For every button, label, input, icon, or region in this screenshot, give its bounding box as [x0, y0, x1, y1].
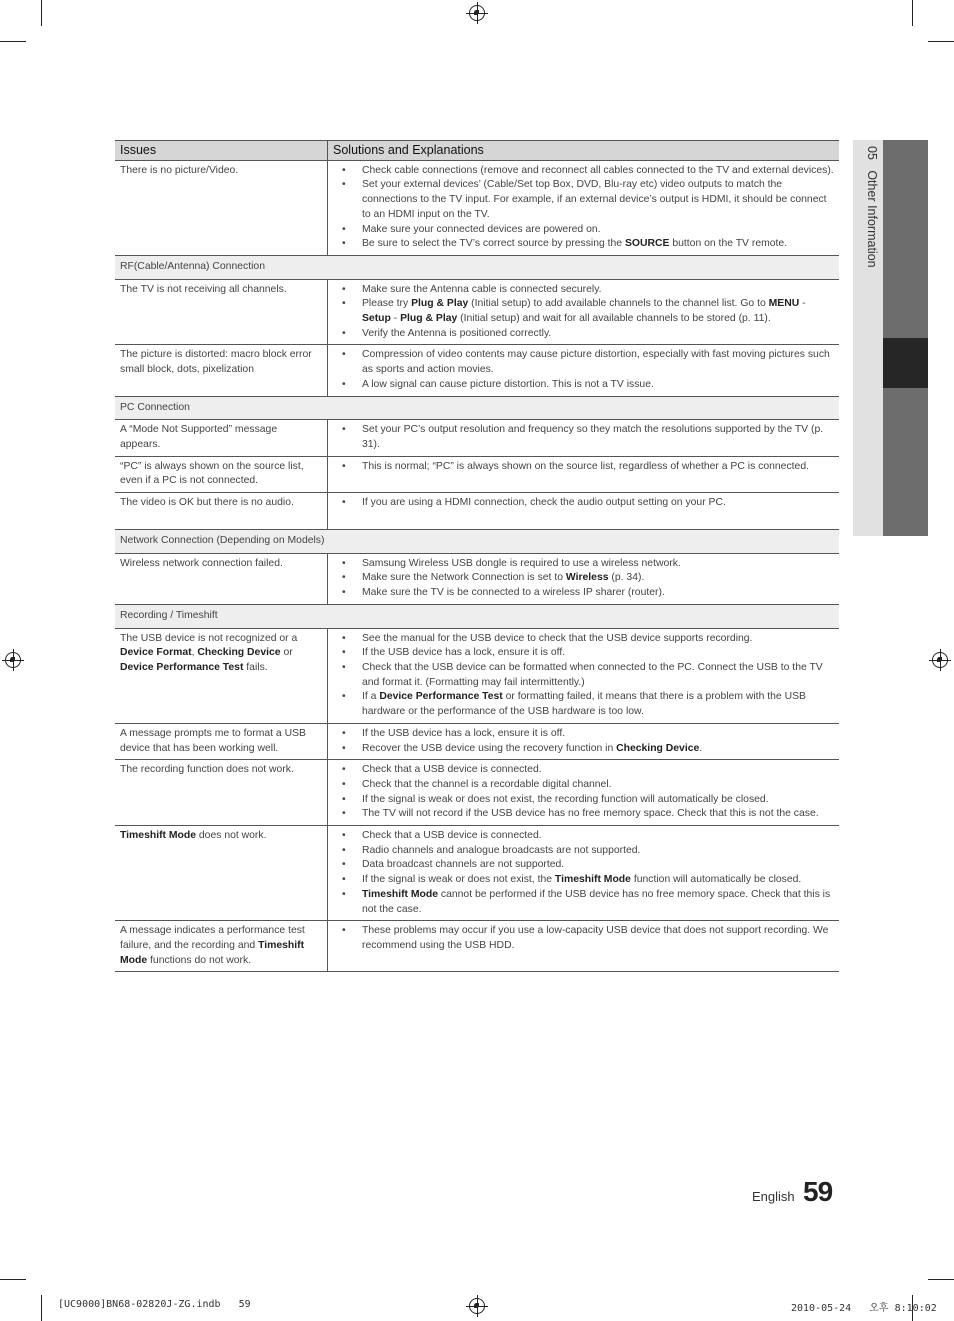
- text-run: does not work.: [196, 830, 267, 842]
- solution-list: [333, 348, 834, 392]
- solution-cell: [328, 553, 840, 604]
- menu-term: Wireless: [565, 572, 609, 584]
- crop-mark: [0, 41, 26, 42]
- solution-item: • Make sure your connected devices are powered on.: [362, 223, 834, 238]
- section-title: Network Connection (Depending on Models): [115, 530, 839, 554]
- solution-cell: [328, 420, 840, 456]
- solution-item: [362, 237, 834, 252]
- solution-item: • Check that the USB device can be formatted when connected to the PC. Connect the USB to the TV and format it. (Formatting may fail intermittently.): [362, 661, 834, 690]
- solution-cell: [328, 826, 840, 921]
- print-slug-date: 2010-05-24 오후 8:10:02: [791, 1303, 937, 1314]
- solution-item: • Data broadcast channels are not supported.: [362, 858, 834, 873]
- print-slug-file: [UC9000]BN68-02820J-ZG.indb 59: [58, 1299, 251, 1310]
- text-run: Please try: [362, 298, 412, 310]
- solution-list: [333, 460, 834, 475]
- crop-mark: [928, 1279, 954, 1280]
- text-run: function will automatically be closed.: [630, 874, 802, 886]
- chapter-number: 05: [865, 146, 879, 160]
- issue-cell: The picture is distorted: macro block error small block, dots, pixelization: [115, 345, 328, 396]
- solution-item: • Radio channels and analogue broadcasts are not supported.: [362, 844, 834, 859]
- text-run: functions do not work.: [147, 954, 252, 966]
- solution-list: [333, 763, 834, 822]
- solution-item: [362, 742, 834, 757]
- section-title: Recording / Timeshift: [115, 604, 839, 628]
- issue-cell: There is no picture/Video.: [115, 160, 328, 255]
- crop-mark: [0, 1279, 26, 1280]
- text-run: -: [799, 298, 806, 310]
- table-row: [115, 723, 839, 759]
- menu-term: Device Performance Test: [379, 691, 503, 703]
- solution-item: • If the USB device has a lock, ensure it is off.: [362, 646, 834, 661]
- solution-list: [333, 924, 834, 953]
- text-run: (Initial setup) and wait for all available channels to be stored (p. 11).: [457, 313, 771, 325]
- menu-term: Device Format: [120, 647, 192, 659]
- table-row: [115, 279, 839, 345]
- solution-item: • If the USB device has a lock, ensure it is off.: [362, 727, 834, 742]
- chapter-label: [857, 146, 879, 346]
- solution-item: • Check that a USB device is connected.: [362, 829, 834, 844]
- solution-cell: [328, 628, 840, 723]
- crop-mark: [41, 0, 42, 26]
- issue-cell: [115, 628, 328, 723]
- issue-cell: The recording function does not work.: [115, 760, 328, 826]
- text-run: A message indicates a performance test failure, and the recording and: [120, 925, 305, 951]
- footer-language: English: [752, 1189, 795, 1204]
- solution-cell: [328, 921, 840, 972]
- text-run: or: [280, 647, 293, 659]
- text-run: button on the TV remote.: [669, 238, 788, 250]
- menu-term: Plug & Play: [411, 298, 469, 310]
- table-row: [115, 553, 839, 604]
- section-row: [115, 396, 839, 420]
- solution-item: • Compression of video contents may cause picture distortion, especially with fast moving pictures such as sports and action movies.: [362, 348, 834, 377]
- table-row: [115, 760, 839, 826]
- issue-cell: A message prompts me to format a USB device that has been working well.: [115, 723, 328, 759]
- menu-term: Plug & Play: [400, 313, 458, 325]
- crop-mark: [912, 0, 913, 26]
- solution-item: • Check that a USB device is connected.: [362, 763, 834, 778]
- table-row: [115, 921, 839, 972]
- text-run: Be sure to select the TV’s correct source by pressing the: [362, 238, 625, 250]
- solution-item: [362, 888, 834, 917]
- issue-cell: [115, 921, 328, 972]
- solution-item: • Check cable connections (remove and reconnect all cables connected to the TV and external devices).: [362, 164, 834, 179]
- issue-cell: [115, 826, 328, 921]
- table-row: [115, 826, 839, 921]
- text-run: ,: [191, 647, 198, 659]
- text-run: If a: [362, 691, 380, 703]
- section-row: [115, 530, 839, 554]
- solution-list: [333, 829, 834, 917]
- solution-cell: [328, 456, 840, 492]
- solution-item: • These problems may occur if you use a low-capacity USB device that does not support recording. We recommend using the USB HDD.: [362, 924, 834, 953]
- header-solutions: Solutions and Explanations: [328, 141, 840, 161]
- text-run: cannot be performed if the USB device has no free memory space. Check that this is not the case.: [362, 888, 831, 915]
- issue-cell: Wireless network connection failed.: [115, 553, 328, 604]
- text-run: If the signal is weak or does not exist, the: [362, 874, 555, 886]
- text-run: .: [699, 742, 703, 754]
- crop-mark: [41, 1295, 42, 1321]
- solution-item: [362, 297, 834, 326]
- solution-cell: [328, 160, 840, 255]
- troubleshooting-table: [115, 140, 839, 972]
- table-row: [115, 420, 839, 456]
- chapter-tab-marker: [883, 338, 928, 388]
- solution-item: • Make sure the TV is be connected to a wireless IP sharer (router).: [362, 586, 834, 601]
- solution-cell: [328, 345, 840, 396]
- menu-term: Setup: [362, 313, 391, 325]
- solution-list: [333, 557, 834, 601]
- menu-term: Device Performance Test: [120, 661, 244, 673]
- section-title: RF(Cable/Antenna) Connection: [115, 255, 839, 279]
- issue-cell: The TV is not receiving all channels.: [115, 279, 328, 345]
- solution-item: • Samsung Wireless USB dongle is required to use a wireless network.: [362, 557, 834, 572]
- solution-item: • This is normal; “PC” is always shown on the source list, regardless of whether a PC is connected.: [362, 460, 834, 475]
- solution-item: • Make sure the Antenna cable is connected securely.: [362, 283, 834, 298]
- solution-cell: [328, 723, 840, 759]
- solution-cell: [328, 760, 840, 826]
- solution-list: [333, 283, 834, 342]
- solution-item: • See the manual for the USB device to check that the USB device supports recording.: [362, 632, 834, 647]
- registration-mark-icon: [932, 652, 948, 668]
- registration-mark-icon: [5, 652, 21, 668]
- solution-list: [333, 727, 834, 756]
- solution-item: [362, 690, 834, 719]
- solution-item: • Verify the Antenna is positioned correctly.: [362, 327, 834, 342]
- solution-list: [333, 164, 834, 252]
- table-row: [115, 628, 839, 723]
- solution-item: • If you are using a HDMI connection, check the audio output setting on your PC.: [362, 496, 834, 511]
- page-number: 59: [803, 1176, 833, 1207]
- section-row: [115, 255, 839, 279]
- registration-mark-icon: [469, 1298, 485, 1314]
- menu-term: MENU: [768, 298, 800, 310]
- solution-list: [333, 496, 834, 511]
- text-run: (Initial setup) to add available channels to the channel list. Go to: [468, 298, 769, 310]
- table-row: [115, 493, 839, 530]
- chapter-title: Other Information: [865, 170, 879, 268]
- solution-item: • Set your external devices’ (Cable/Set top Box, DVD, Blu-ray etc) video outputs to match the connections to the TV input. For example, if an external device’s output is HDMI, it should be connect to an HDMI input on the TV.: [362, 178, 834, 222]
- section-row: [115, 604, 839, 628]
- text-run: -: [390, 313, 401, 325]
- solution-item: [362, 571, 834, 586]
- solution-item: • Check that the channel is a recordable digital channel.: [362, 778, 834, 793]
- menu-term: Checking Device: [616, 742, 700, 754]
- menu-term: Timeshift Mode: [554, 874, 631, 886]
- menu-term: Timeshift Mode: [362, 888, 439, 900]
- text-run: Make sure the Network Connection is set to: [362, 572, 566, 584]
- menu-term: Checking Device: [197, 647, 281, 659]
- table-row: [115, 345, 839, 396]
- crop-mark: [928, 41, 954, 42]
- table-row: [115, 160, 839, 255]
- header-issues: Issues: [115, 141, 328, 161]
- issue-cell: The video is OK but there is no audio.: [115, 493, 328, 530]
- table-header-row: [115, 141, 839, 161]
- solution-list: [333, 632, 834, 720]
- text-run: (p. 34).: [608, 572, 645, 584]
- solution-list: [333, 423, 834, 452]
- menu-term: Timeshift Mode: [120, 830, 197, 842]
- solution-item: [362, 873, 834, 888]
- text-run: or formatting failed, it means that there is a problem with the USB hardware or the performance of the USB hardware is too low.: [362, 691, 806, 718]
- solution-item: • A low signal can cause picture distortion. This is not a TV issue.: [362, 378, 834, 393]
- issue-cell: A “Mode Not Supported” message appears.: [115, 420, 328, 456]
- table-row: [115, 456, 839, 492]
- solution-item: • Set your PC’s output resolution and frequency so they match the resolutions supported by the TV (p. 31).: [362, 423, 834, 452]
- solution-cell: [328, 493, 840, 530]
- text-run: Recover the USB device using the recovery function in: [362, 742, 617, 754]
- menu-term: Timeshift Mode: [120, 939, 305, 966]
- issue-cell: “PC” is always shown on the source list, even if a PC is not connected.: [115, 456, 328, 492]
- source-button-label: SOURCE: [624, 238, 670, 250]
- solution-cell: [328, 279, 840, 345]
- solution-item: • If the signal is weak or does not exist, the recording function will automatically be closed.: [362, 793, 834, 808]
- text-run: fails.: [243, 661, 268, 673]
- solution-item: • The TV will not record if the USB device has no free memory space. Check that this is not the case.: [362, 807, 834, 822]
- text-run: The USB device is not recognized or a: [120, 632, 298, 644]
- section-title: PC Connection: [115, 396, 839, 420]
- registration-mark-icon: [469, 5, 485, 21]
